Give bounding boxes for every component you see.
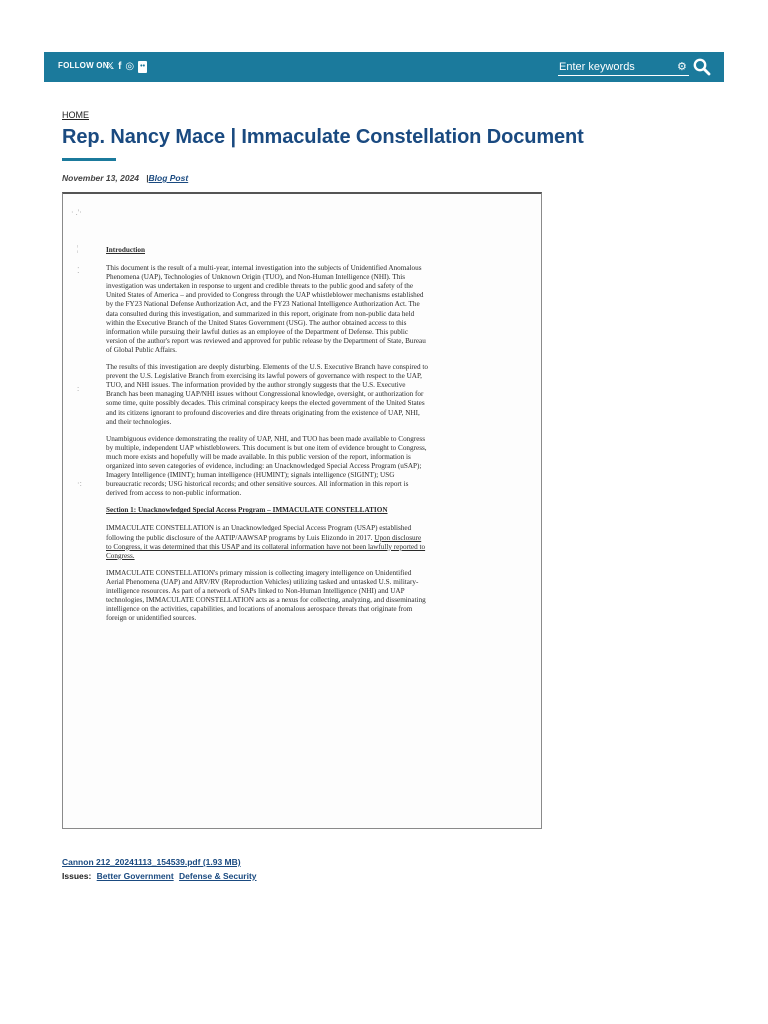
- scan-artifact: · .'·: [71, 208, 82, 217]
- breadcrumb-home-link[interactable]: HOME: [62, 110, 89, 120]
- facebook-icon[interactable]: f: [118, 61, 122, 72]
- page-title: Rep. Nancy Mace | Immaculate Constellation Document: [62, 126, 584, 148]
- doc-paragraph: [106, 524, 428, 560]
- post-meta: [62, 173, 188, 183]
- top-bar: [44, 52, 724, 82]
- meta-separator: |: [146, 173, 149, 183]
- scan-artifact: :: [77, 384, 80, 393]
- section-heading: Section 1: Unacknowledged Special Access Program – IMMACULATE CONSTELLATION: [106, 506, 388, 515]
- search-input[interactable]: [558, 59, 689, 76]
- issue-link-better-government[interactable]: Better Government: [96, 871, 174, 881]
- document-image: [62, 192, 542, 829]
- issue-link-defense-security[interactable]: Defense & Security: [179, 871, 257, 881]
- search-icon[interactable]: [693, 58, 711, 76]
- scan-artifact: ·:: [77, 479, 82, 488]
- pdf-attachment-link[interactable]: Cannon 212_20241113_154539.pdf (1.93 MB): [62, 857, 241, 867]
- doc-underlined-text: Upon disclosure to Congress, it was determined that this USAP and its collateral information have not been lawfully reported to Congress.: [106, 533, 426, 560]
- scan-artifact: ⁚: [77, 266, 80, 275]
- doc-paragraph: This document is the result of a multi-year, internal investigation into the subjects of Unidentified Anomalous Phenomena (UAP), Technologies of Unknown Origin (TUO), and Non-Human Intelligence (NHI). This investigation was undertaken in response to urgent and credible threats to the public good and safety of the United States of America – and provided to Congress through the UAP whistleblower mechanisms established by the FY23 National Defense Authorization Act, and the FY23 National Intelligence Authorization Act. The data consulted during this investigation, and summarized in this report, originate from non-public data held within the Executive Branch of the United States Government (USG). The author obtained access to this information while pursuing their lawful duties as an employee of the Department of Defense. This public version of the author's report was reviewed and approved for public release by the Department of State, Bureau of Global Public Affairs.: [106, 264, 426, 354]
- flickr-icon[interactable]: ••: [138, 61, 147, 73]
- issues-row: [62, 871, 257, 881]
- settings-gear-icon[interactable]: ⚙: [677, 61, 687, 73]
- instagram-icon[interactable]: ◎: [125, 61, 135, 72]
- category-link[interactable]: Blog Post: [148, 173, 189, 183]
- intro-heading: Introduction: [106, 246, 146, 254]
- title-underline: [62, 158, 116, 161]
- document-text: [106, 246, 428, 631]
- doc-paragraph: Unambiguous evidence demonstrating the reality of UAP, NHI, and TUO has been made available to Congress by multiple, independent UAP whistleblowers. This document is but one item of evidence brought to Congress, much more exists and hopefully will be made available. In this public version of the report, information is organized into seven categories of evidence, including: an Unacknowledged Special Access Program (uSAP); Imagery Intelligence (IMINT); human intelligence (HUMINT); signals intelligence (SIGINT); USG bureaucratic records; USG historical records; and other sensitive sources. All information in this report is derived from access to non-public information.: [106, 434, 427, 498]
- doc-text: IMMACULATE CONSTELLATION is an Unacknowledged Special Access Program (USAP) established following the public disclosure of the AATIP/AAWSAP programs by Luis Elizondo in 2017.: [106, 524, 412, 542]
- scan-artifact: ¦: [77, 244, 79, 253]
- issues-label: Issues:: [62, 871, 92, 881]
- x-twitter-icon[interactable]: 𝕏: [106, 61, 115, 72]
- social-links: [106, 61, 151, 73]
- post-date: November 13, 2024: [62, 173, 140, 183]
- doc-paragraph: The results of this investigation are deeply disturbing. Elements of the U.S. Executive Branch have conspired to prevent the U.S. Legislative Branch from exercising its lawful powers of governance with respect to the UAP, TUO, and NHI issues. The information provided by the author strongly suggests that the U.S. Executive Branch has been managing UAP/NHI issues without Congressional knowledge, oversight, or authorization for some time, quite possibly decades. This criminal conspiracy keeps the elected government of the United States and its citizens ignorant to profound discoveries and dire threats originating from the existence of UAP, NHI, and their technologies.: [106, 363, 428, 426]
- doc-paragraph: IMMACULATE CONSTELLATION's primary mission is collecting imagery intelligence on Unidentified Aerial Phenomena (UAP) and ARV/RV (Reproduction Vehicles) utilizing tasked and untasked U.S. military-intelligence resources. As part of a network of SAPs linked to Non-Human Intelligence (NHI) and UAP technologies, IMMACULATE CONSTELLATION acts as a nexus for collecting, analyzing, and disseminating intelligence on the activities, capabilities, and locations of anomalous aerospace threats that originate from foreign or unidentified sources.: [106, 568, 426, 623]
- follow-on-label: FOLLOW ON: [58, 61, 109, 70]
